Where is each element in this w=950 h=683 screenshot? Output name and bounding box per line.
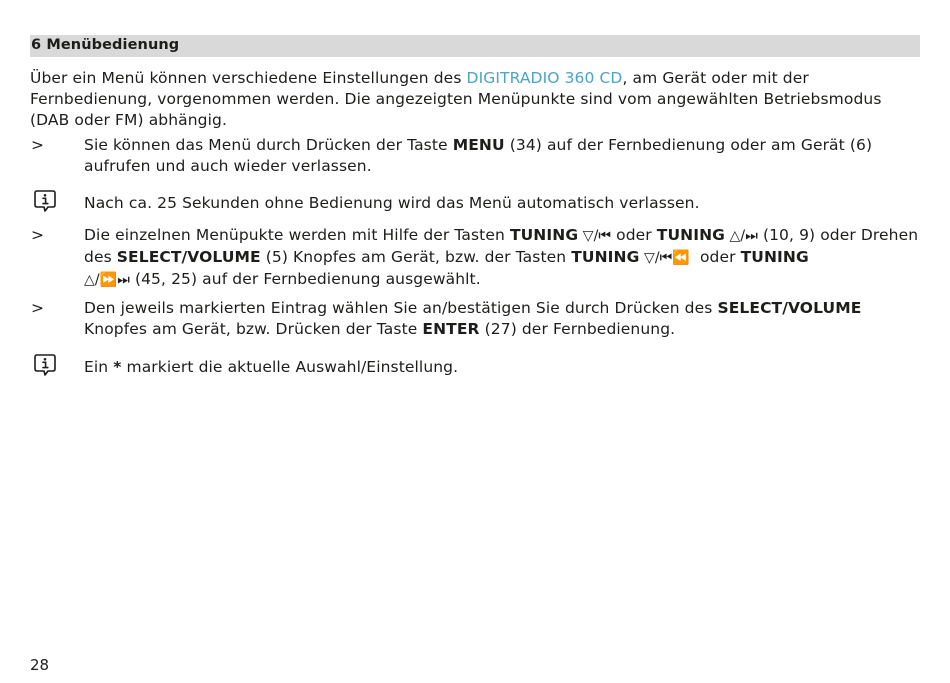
section-title: 6 Menübedienung — [31, 37, 180, 53]
intro-paragraph — [30, 68, 920, 131]
key-label-tuning: TUNING — [509, 226, 579, 244]
tuning-down-prev-icon: ▽/⏮ — [578, 228, 612, 244]
info-icon — [32, 352, 58, 378]
step-text-part: oder — [689, 248, 741, 266]
step-marker: > — [31, 299, 45, 317]
step-text-part: oder — [611, 226, 657, 244]
step-text-part: Den jeweils markierten Eintrag wählen Sie an/bestätigen Sie durch Drücken des — [84, 299, 718, 317]
step-text-part: Knopfes am Gerät, bzw. Drücken der Taste — [84, 320, 423, 338]
step-text — [84, 225, 920, 291]
step-item-menu — [30, 135, 920, 177]
step-text-part: (10, 9) oder Drehen des — [84, 226, 919, 266]
intro-text-1: Über ein Menü können verschiedene Einstellungen des — [30, 69, 467, 87]
step-item-select — [30, 298, 920, 340]
page-number: 28 — [30, 656, 50, 674]
note-text-part: markiert die aktuelle Auswahl/Einstellung. — [121, 358, 459, 376]
note-text — [84, 357, 920, 378]
section-heading-bar — [30, 35, 920, 57]
step-marker: > — [31, 136, 45, 154]
tuning-down-rewind-icon: ▽/⏮⏪ — [639, 250, 690, 266]
key-label-tuning: TUNING — [571, 248, 640, 266]
tuning-up-next-icon: △/⏭ — [724, 228, 758, 244]
step-text-part: Sie können das Menü durch Drücken der Taste — [84, 136, 453, 154]
step-text-part: (45, 25) auf der Fernbedienung ausgewählt. — [129, 270, 481, 288]
tuning-up-forward-icon: △/⏩⏭ — [84, 272, 130, 288]
step-text — [84, 298, 920, 340]
key-label-enter: ENTER — [422, 320, 480, 338]
step-text — [84, 135, 920, 177]
intro-text-2: , am Gerät oder mit der Fernbedienung, vorgenommen werden. Die angezeigten Menüpunkte sind vom angewählten Betriebsmodus (DAB oder FM) abhängig. — [30, 69, 882, 129]
info-icon — [32, 188, 58, 214]
step-text-part: Die einzelnen Menüpukte werden mit Hilfe der Tasten — [84, 226, 510, 244]
key-label-select-volume: SELECT/VOLUME — [116, 248, 261, 266]
step-item-tuning — [30, 225, 920, 291]
step-marker: > — [31, 226, 45, 244]
product-name: DIGITRADIO 360 CD — [466, 69, 623, 87]
step-text-part: (27) der Fernbedienung. — [479, 320, 676, 338]
step-text-part: (34) auf der Fernbedienung oder am Gerät (6) aufrufen und auch wieder verlassen. — [84, 136, 873, 175]
note-item-timeout — [30, 193, 920, 214]
note-text: Nach ca. 25 Sekunden ohne Bedienung wird das Menü automatisch verlassen. — [84, 194, 700, 212]
key-label-tuning: TUNING — [740, 248, 809, 266]
key-label-select-volume: SELECT/VOLUME — [717, 299, 862, 317]
key-label-menu: MENU — [452, 136, 505, 154]
step-text-part: (5) Knopfes am Gerät, bzw. der Tasten — [260, 248, 572, 266]
asterisk-marker: * — [113, 358, 122, 376]
note-text-part: Ein — [84, 358, 114, 376]
note-item-asterisk — [30, 357, 920, 378]
key-label-tuning: TUNING — [656, 226, 725, 244]
